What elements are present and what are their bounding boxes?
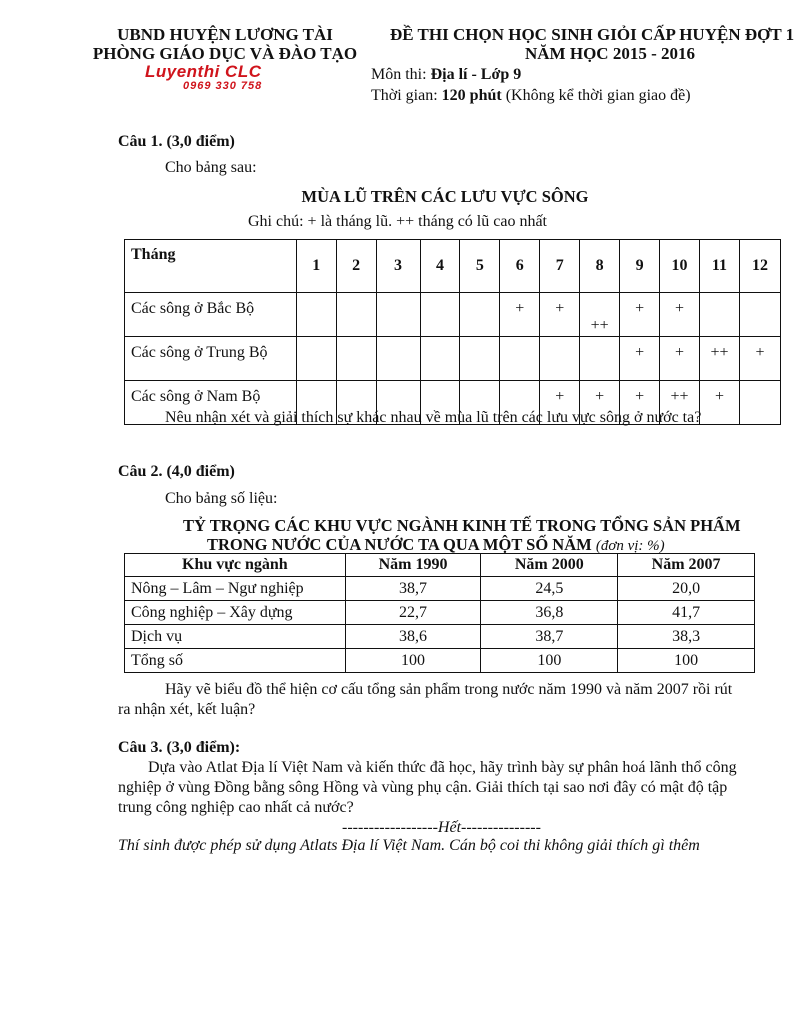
department-name: PHÒNG GIÁO DỤC VÀ ĐÀO TẠO bbox=[92, 44, 358, 63]
flood-row-central bbox=[125, 337, 781, 381]
flood-cell bbox=[739, 293, 780, 337]
flood-header-row bbox=[125, 240, 781, 293]
flood-cell bbox=[460, 337, 500, 381]
flood-cell: ++ bbox=[580, 293, 620, 337]
flood-cell: ++ bbox=[660, 381, 700, 425]
q3-heading: Câu 3. (3,0 điểm): bbox=[118, 739, 241, 756]
flood-cell: + bbox=[540, 381, 580, 425]
flood-cell: + bbox=[739, 337, 780, 381]
month-cell: 9 bbox=[620, 240, 660, 293]
flood-cell bbox=[296, 293, 336, 337]
q2-intro: Cho bảng số liệu: bbox=[165, 490, 278, 507]
value-cell: 41,7 bbox=[618, 601, 755, 625]
time-line: Thời gian: 120 phút (Không kể thời gian giao đề) bbox=[371, 87, 691, 104]
month-cell: 2 bbox=[336, 240, 376, 293]
value-cell: 38,7 bbox=[345, 577, 481, 601]
q3-line3: trung công nghiệp cao nhất cả nước? bbox=[118, 799, 354, 816]
flood-cell bbox=[376, 293, 420, 337]
q1-intro: Cho bảng sau: bbox=[165, 159, 257, 176]
q3-line1: Dựa vào Atlat Địa lí Việt Nam và kiến thức đã học, hãy trình bày sự phân hoá lãnh thổ công bbox=[148, 759, 737, 776]
table-row bbox=[125, 649, 755, 673]
flood-cell: ++ bbox=[700, 337, 740, 381]
economic-structure-table bbox=[124, 553, 755, 673]
q2-table-title-1: TỶ TRỌNG CÁC KHU VỰC NGÀNH KINH TẾ TRONG TỔNG SẢN PHẨM bbox=[183, 516, 741, 535]
flood-cell: + bbox=[620, 381, 660, 425]
flood-cell: + bbox=[580, 381, 620, 425]
flood-cell bbox=[739, 381, 780, 425]
value-cell: 38,6 bbox=[345, 625, 481, 649]
month-header: Tháng bbox=[125, 240, 297, 293]
school-year: NĂM HỌC 2015 - 2016 bbox=[525, 44, 695, 63]
watermark-logo: Luyenthi CLC bbox=[145, 62, 262, 81]
month-cell: 7 bbox=[540, 240, 580, 293]
table-row bbox=[125, 625, 755, 649]
value-cell: 100 bbox=[618, 649, 755, 673]
q1-table-title: MÙA LŨ TRÊN CÁC LƯU VỰC SÔNG bbox=[301, 187, 589, 206]
month-cell: 4 bbox=[420, 240, 460, 293]
month-cell: 10 bbox=[660, 240, 700, 293]
flood-cell: + bbox=[700, 381, 740, 425]
value-cell: 100 bbox=[481, 649, 618, 673]
month-cell: 11 bbox=[700, 240, 740, 293]
subject-line: Môn thi: Địa lí - Lớp 9 bbox=[371, 66, 522, 83]
flood-cell bbox=[700, 293, 740, 337]
year-header: Năm 2007 bbox=[618, 554, 755, 577]
q2-heading: Câu 2. (4,0 điểm) bbox=[118, 463, 235, 480]
flood-cell bbox=[336, 293, 376, 337]
value-cell: 100 bbox=[345, 649, 481, 673]
year-header: Năm 2000 bbox=[481, 554, 618, 577]
year-header: Năm 1990 bbox=[345, 554, 481, 577]
flood-cell bbox=[296, 337, 336, 381]
month-cell: 8 bbox=[580, 240, 620, 293]
month-cell: 6 bbox=[500, 240, 540, 293]
value-cell: 38,7 bbox=[481, 625, 618, 649]
sector-label: Nông – Lâm – Ngư nghiệp bbox=[125, 577, 346, 601]
region-label: Các sông ở Nam Bộ bbox=[125, 381, 297, 425]
sector-label: Dịch vụ bbox=[125, 625, 346, 649]
value-cell: 36,8 bbox=[481, 601, 618, 625]
authority-name: UBND HUYỆN LƯƠNG TÀI bbox=[117, 25, 333, 44]
flood-cell bbox=[500, 337, 540, 381]
flood-cell: + bbox=[660, 293, 700, 337]
q1-note: Ghi chú: + là tháng lũ. ++ tháng có lũ cao nhất bbox=[248, 213, 547, 230]
econ-header-row bbox=[125, 554, 755, 577]
flood-season-table bbox=[124, 239, 781, 425]
flood-cell bbox=[580, 337, 620, 381]
value-cell: 22,7 bbox=[345, 601, 481, 625]
q1-question: Nêu nhận xét và giải thích sự khác nhau về mùa lũ trên các lưu vực sông ở nước ta? bbox=[165, 409, 702, 426]
flood-cell bbox=[376, 337, 420, 381]
end-marker: ------------------Hết--------------- bbox=[342, 819, 541, 836]
value-cell: 38,3 bbox=[618, 625, 755, 649]
value-cell: 20,0 bbox=[618, 577, 755, 601]
flood-cell: + bbox=[660, 337, 700, 381]
q2-table-title-2: TRONG NƯỚC CỦA NƯỚC TA QUA MỘT SỐ NĂM (đơn vị: %) bbox=[207, 535, 665, 554]
watermark-phone: 0969 330 758 bbox=[183, 80, 263, 92]
flood-cell bbox=[540, 337, 580, 381]
q3-line2: nghiệp ở vùng Đồng bằng sông Hồng và vùng phụ cận. Giải thích tại sao nơi đây có mật độ tập bbox=[118, 779, 728, 796]
footer-note: Thí sinh được phép sử dụng Atlats Địa lí Việt Nam. Cán bộ coi thi không giải thích gì thêm bbox=[118, 837, 700, 854]
flood-cell bbox=[336, 337, 376, 381]
flood-cell: + bbox=[540, 293, 580, 337]
flood-cell: + bbox=[500, 293, 540, 337]
region-label: Các sông ở Bắc Bộ bbox=[125, 293, 297, 337]
q2-question-line1: Hãy vẽ biểu đồ thể hiện cơ cấu tổng sản phẩm trong nước năm 1990 và năm 2007 rồi rút bbox=[165, 681, 733, 698]
table-row bbox=[125, 601, 755, 625]
sector-label: Công nghiệp – Xây dựng bbox=[125, 601, 346, 625]
flood-row-north bbox=[125, 293, 781, 337]
month-cell: 3 bbox=[376, 240, 420, 293]
month-cell: 1 bbox=[296, 240, 336, 293]
flood-cell: + bbox=[620, 337, 660, 381]
q1-heading: Câu 1. (3,0 điểm) bbox=[118, 133, 235, 150]
sector-label: Tổng số bbox=[125, 649, 346, 673]
flood-cell bbox=[420, 293, 460, 337]
q2-question-line2: ra nhận xét, kết luận? bbox=[118, 701, 256, 718]
region-label: Các sông ở Trung Bộ bbox=[125, 337, 297, 381]
month-cell: 12 bbox=[739, 240, 780, 293]
table-row bbox=[125, 577, 755, 601]
sector-header: Khu vực ngành bbox=[125, 554, 346, 577]
month-cell: 5 bbox=[460, 240, 500, 293]
flood-cell bbox=[460, 293, 500, 337]
value-cell: 24,5 bbox=[481, 577, 618, 601]
exam-title: ĐỀ THI CHỌN HỌC SINH GIỎI CẤP HUYỆN ĐỢT 1 bbox=[390, 25, 795, 44]
flood-cell: + bbox=[620, 293, 660, 337]
flood-cell bbox=[420, 337, 460, 381]
